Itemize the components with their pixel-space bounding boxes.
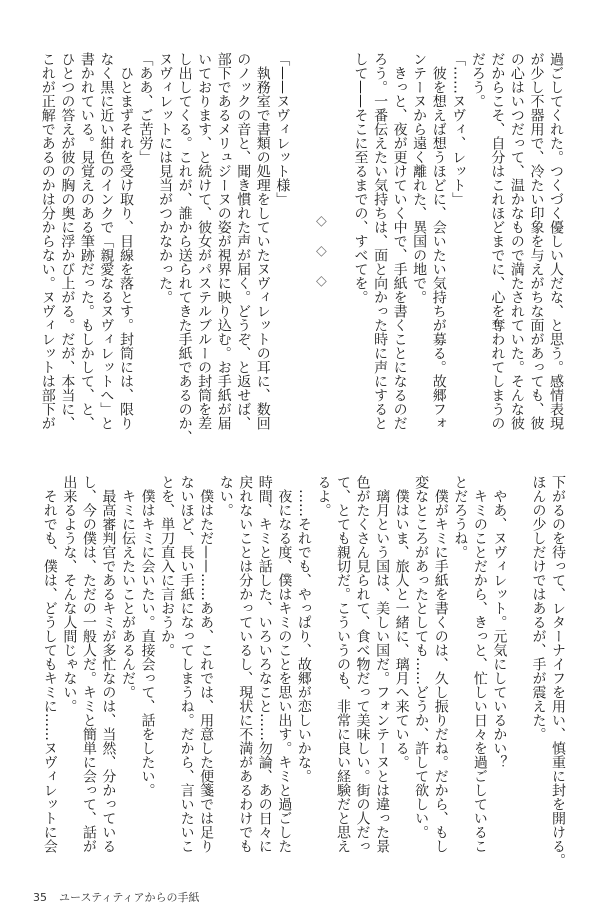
letter-column: とだろうね。	[452, 475, 469, 559]
letter-column: ……それでも、やっぱり、故郷が恋しいかな。	[295, 475, 312, 783]
text-column: これが正解であるのかは分からない。ヌヴィレットは部下が	[39, 52, 56, 430]
text-column: ヌヴィレットには見当がつかなかった。	[157, 52, 174, 304]
text-column: 書かれている。見覚えのある筆跡だった。もしかして、と、	[78, 52, 95, 430]
text-column: ひとつの答えが彼の胸の奥に浮かび上がる。だが、本当に、	[59, 52, 76, 430]
letter-column: やあ、ヌヴィレット。元気にしているかい？	[491, 475, 508, 769]
text-column: のノックの音と、聞き慣れた声が届く。どうぞ、と返せば、	[235, 52, 252, 430]
letter-column: キミに伝えたいことがあるんだ。	[119, 475, 136, 699]
letter-column: し、今の僕は、ただの一般人だ。キミと簡単に会って、話が	[80, 475, 97, 853]
text-column: ろう。一番伝えたい気持ちは、面と向かった時に声にすると	[372, 52, 389, 430]
letter-column: 僕がキミに手紙を書くのは、久し振りだね。だから、もし	[432, 475, 449, 853]
letter-column: 戻れないことは分かっているし、現状に不満があるわけでも	[237, 475, 254, 853]
page-footer	[33, 889, 199, 905]
letter-column: 僕はただ——……ああ、これでは、用意した便箋では足り	[198, 475, 215, 853]
letter-column: とを、単刀直入に言おうか。	[159, 475, 176, 657]
text-column: ひとまずそれを受け取り、目線を落とす。封筒には、限り	[117, 52, 134, 430]
text-column: だろう。	[469, 52, 486, 108]
page-number: 35	[33, 891, 47, 904]
text-column: し出してくる。これが、誰から送られてきた手紙であるのか、	[176, 52, 193, 444]
letter-column: 夜になる度、僕はキミのことを思い出す。キミと過ごした	[276, 475, 293, 853]
letter-column: キミのことだから、きっと、忙しい日々を過ごしているこ	[471, 475, 488, 853]
letter-column: それでも、僕は、どうしてもキミに……ヌヴィレットに会	[41, 475, 58, 853]
letter-column: 僕はいま、旅人と一緒に、璃月へ来ている。	[393, 475, 410, 769]
letter-column: ない。	[217, 475, 234, 517]
blank-column	[508, 475, 528, 855]
text-column: ンテーヌから遠く離れた、異国の地で。	[411, 52, 428, 304]
text-column: 部下であるメリュジーヌの姿が視界に映り込む。お手紙が届	[215, 52, 232, 430]
blank-column	[330, 52, 350, 432]
letter-column: ないほど、長い手紙になってしまうね。だから、言いたいこ	[178, 475, 195, 853]
text-column: 執務室で書類の処理をしていたヌヴィレットの耳に、数回	[254, 52, 271, 430]
dialogue-column: 「——ヌヴィレット様」	[274, 52, 291, 206]
running-title: ユースティティアからの手紙	[59, 891, 200, 904]
text-column: いております、と続けて、彼女がパステルブルーの封筒を差	[196, 52, 213, 430]
dialogue-column: 「ああ、ご苦労」	[137, 52, 154, 164]
lower-text-block	[39, 475, 567, 867]
letter-column: 出来るような、そんな人間じゃない。	[61, 475, 78, 713]
letter-column: 璃月という国は、美しい国だ。フォンテーヌとは違った景	[374, 475, 391, 853]
dialogue-column: 「……ヌヴィ、レット」	[450, 52, 467, 206]
letter-column: 僕はキミに会いたい。直接会って、話をしたい。	[139, 475, 156, 797]
text-column: 過ごしてくれた。つくづく優しい人だな、と思う。感情表現	[548, 52, 564, 430]
text-column: なく黒に近い紺色のインクで「親愛なるヌヴィレットへ」と	[98, 52, 115, 430]
scene-break-diamonds: ◇ ◇ ◇	[313, 213, 330, 289]
letter-column: て、とても親切だ。こういうのも、非常に良い経験だと思え	[334, 475, 351, 853]
text-column: だからこそ、自分はこれほどまでに、心を奪われてしまうの	[489, 52, 506, 430]
letter-column: 変なところがあったとしても……どうか、許して欲しい。	[413, 475, 430, 839]
letter-column: るよ。	[315, 475, 332, 517]
upper-text-block	[37, 52, 565, 444]
letter-column: 色がたくさん見られて、食べ物だって美味しい。街の人だっ	[354, 475, 371, 853]
letter-column: 時間、キミと話した、いろいろなこと……勿論、あの日々に	[256, 475, 273, 853]
text-column: きっと、夜が更けていく中で、手紙を書くことになるのだ	[391, 52, 408, 430]
blank-column	[291, 52, 311, 432]
text-column: ほんの少しだけではあるが、手が震えた。	[530, 475, 547, 741]
letter-column: 最高審判官であるキミが多忙なのは、当然、分かっている	[100, 475, 117, 853]
text-column: 下がるのを待って、レターナイフを用い、慎重に封を開ける。	[550, 475, 566, 867]
text-column: の心はいつだって、温かなもので満たされていた。そんな彼	[508, 52, 525, 430]
text-column: 彼を想えば想うほどに、会いたい気持ちが募る。故郷フォ	[430, 52, 447, 430]
text-column: が少し不器用で、冷たい印象を与えがちな面があっても、彼	[528, 52, 545, 430]
text-column: して——そこに至るまでの、すべてを。	[352, 52, 369, 304]
